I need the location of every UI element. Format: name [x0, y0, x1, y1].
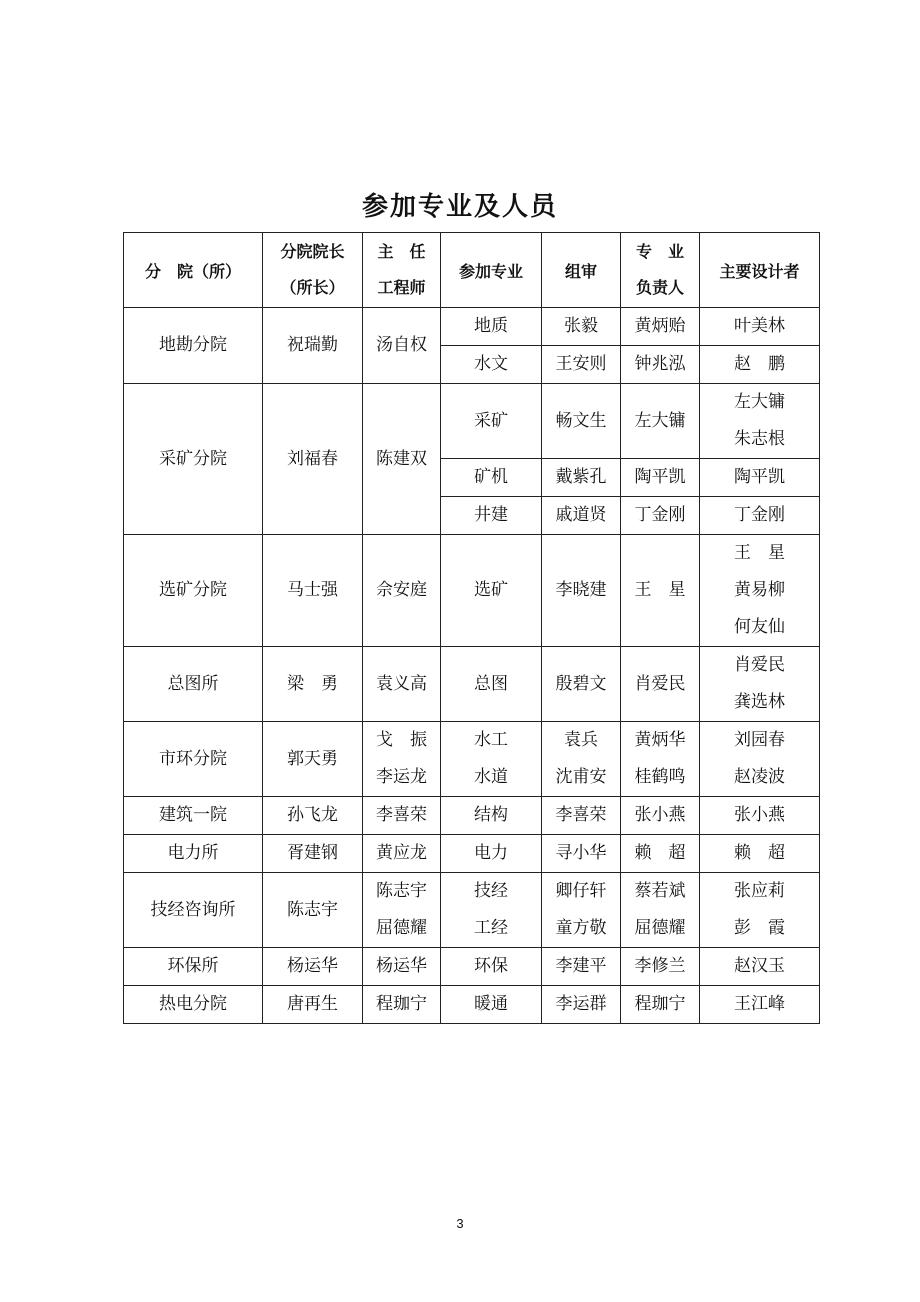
chief-engineer-cell-line: 李运龙	[376, 767, 427, 787]
designer-name: 丁金刚	[734, 505, 785, 525]
designers-cell	[700, 948, 820, 986]
review-cell	[542, 459, 621, 497]
director-cell	[263, 873, 363, 948]
division-cell	[124, 647, 263, 722]
division-cell-line: 市环分院	[159, 748, 227, 769]
designers-cell	[700, 535, 820, 647]
review-cell-line: 袁兵	[564, 730, 598, 750]
chief-engineer-cell	[363, 948, 441, 986]
review-cell-line: 王安则	[555, 354, 607, 374]
discipline-lead-cell-line: 李修兰	[634, 956, 686, 976]
director-cell	[263, 384, 363, 535]
discipline-cell-line: 工经	[474, 918, 508, 938]
chief-engineer-cell	[363, 986, 441, 1024]
review-cell-line: 童方敬	[555, 918, 607, 938]
chief-engineer-cell	[363, 722, 441, 797]
discipline-cell	[441, 647, 542, 722]
review-cell	[542, 986, 621, 1024]
table-row	[124, 535, 820, 647]
director-cell-line: 杨运华	[287, 956, 338, 976]
discipline-cell-line: 地质	[474, 316, 508, 336]
review-cell-line: 殷碧文	[555, 673, 607, 694]
review-cell-line: 李喜荣	[555, 805, 607, 825]
chief-engineer-cell	[363, 835, 441, 873]
designers-cell	[700, 873, 820, 948]
director-cell-line: 孙飞龙	[287, 805, 338, 825]
division-cell-line: 热电分院	[159, 994, 227, 1014]
division-cell	[124, 384, 263, 535]
review-cell-line: 寻小华	[555, 843, 607, 863]
table-row	[124, 308, 820, 346]
table-row	[124, 835, 820, 873]
discipline-lead-cell-line: 丁金刚	[634, 505, 686, 525]
designer-name: 陶平凯	[734, 467, 785, 487]
review-cell	[542, 535, 621, 647]
table-row	[124, 384, 820, 459]
director-cell-line: 胥建钢	[287, 843, 338, 863]
discipline-cell	[441, 873, 542, 948]
designers-cell	[700, 647, 820, 722]
review-cell	[542, 384, 621, 459]
discipline-lead-cell-line: 蔡若斌	[634, 881, 686, 901]
discipline-lead-cell	[621, 948, 700, 986]
discipline-lead-cell	[621, 986, 700, 1024]
discipline-lead-cell-line: 桂鹤鸣	[634, 767, 686, 787]
table-row	[124, 647, 820, 722]
discipline-cell-line: 水工	[474, 730, 508, 750]
review-cell-line: 卿仔轩	[555, 881, 607, 901]
designers-cell	[700, 835, 820, 873]
header-discipline-lead: 专 业 负责人	[621, 233, 700, 308]
table-row	[124, 873, 820, 948]
discipline-lead-cell-line: 黄炳华	[634, 730, 686, 750]
director-cell	[263, 948, 363, 986]
discipline-cell-line: 井建	[474, 505, 508, 525]
chief-engineer-cell-line: 程珈宁	[376, 994, 427, 1014]
chief-engineer-cell-line: 汤自权	[376, 335, 427, 355]
division-cell-line: 地勘分院	[159, 335, 227, 355]
discipline-cell-line: 结构	[474, 805, 508, 825]
review-cell	[542, 797, 621, 835]
review-cell	[542, 835, 621, 873]
discipline-lead-cell-line: 赖 超	[634, 843, 686, 863]
review-cell-line: 沈甫安	[555, 767, 607, 787]
review-cell-line: 李晓建	[555, 580, 607, 600]
header-review: 组审	[542, 233, 621, 308]
table-row	[124, 948, 820, 986]
designers-cell	[700, 497, 820, 535]
discipline-lead-cell-line: 屈德耀	[634, 918, 686, 938]
designers-cell	[700, 797, 820, 835]
discipline-cell-line: 环保	[474, 956, 508, 976]
review-cell	[542, 722, 621, 797]
director-cell	[263, 797, 363, 835]
header-division: 分 院（所）	[124, 233, 263, 308]
designer-name: 肖爱民	[734, 655, 785, 675]
discipline-lead-cell-line: 陶平凯	[634, 467, 686, 487]
review-cell-line: 李运群	[555, 994, 607, 1014]
director-cell-line: 梁 勇	[287, 673, 338, 694]
designers-cell	[700, 459, 820, 497]
discipline-cell	[441, 384, 542, 459]
discipline-cell-line: 水文	[474, 354, 508, 374]
table-row	[124, 986, 820, 1024]
page-title: 参加专业及人员	[361, 192, 558, 222]
designer-name: 黄易柳	[734, 580, 785, 600]
chief-engineer-cell	[363, 384, 441, 535]
division-cell	[124, 797, 263, 835]
designer-name: 赵汉玉	[734, 956, 785, 976]
designer-name: 朱志根	[734, 429, 785, 449]
chief-engineer-cell-line: 李喜荣	[376, 805, 427, 825]
table-body	[124, 308, 820, 1024]
discipline-lead-cell	[621, 722, 700, 797]
division-cell-line: 环保所	[167, 956, 219, 976]
discipline-cell-line: 暖通	[474, 994, 508, 1014]
chief-engineer-cell-line: 戈 振	[376, 730, 427, 750]
discipline-lead-cell-line: 钟兆泓	[634, 354, 686, 374]
discipline-cell-line: 总图	[474, 673, 508, 694]
table-row	[124, 797, 820, 835]
discipline-cell	[441, 722, 542, 797]
designer-name: 刘园春	[734, 730, 785, 750]
discipline-lead-cell-line: 黄炳贻	[634, 316, 686, 336]
header-row	[124, 233, 820, 308]
discipline-cell-line: 矿机	[474, 467, 508, 487]
designer-name: 叶美林	[734, 316, 785, 336]
discipline-lead-cell-line: 肖爱民	[634, 673, 686, 694]
designer-name: 何友仙	[734, 617, 785, 637]
table-row	[124, 722, 820, 797]
header-designers: 主要设计者	[700, 233, 820, 308]
designer-name: 王江峰	[734, 994, 785, 1014]
designer-name: 张小燕	[734, 805, 785, 825]
discipline-cell-line: 电力	[474, 843, 508, 863]
designers-cell	[700, 986, 820, 1024]
review-cell-line: 张毅	[564, 316, 598, 336]
director-cell-line: 陈志宇	[287, 899, 338, 920]
review-cell	[542, 346, 621, 384]
discipline-lead-cell-line: 程珈宁	[634, 994, 686, 1014]
discipline-lead-cell-line: 左大镛	[634, 410, 686, 431]
discipline-lead-cell-line: 张小燕	[634, 805, 686, 825]
director-cell-line: 马士强	[287, 580, 338, 600]
chief-engineer-cell-line: 佘安庭	[376, 580, 427, 600]
designer-name: 赵 鹏	[734, 354, 785, 374]
chief-engineer-cell-line: 屈德耀	[376, 918, 427, 938]
division-cell	[124, 835, 263, 873]
division-cell	[124, 535, 263, 647]
discipline-cell	[441, 535, 542, 647]
discipline-lead-cell	[621, 346, 700, 384]
chief-engineer-cell	[363, 873, 441, 948]
chief-engineer-cell-line: 黄应龙	[376, 843, 427, 863]
chief-engineer-cell	[363, 647, 441, 722]
division-cell	[124, 722, 263, 797]
division-cell	[124, 308, 263, 384]
division-cell-line: 总图所	[167, 673, 219, 694]
discipline-lead-cell	[621, 835, 700, 873]
review-cell-line: 畅文生	[555, 410, 607, 431]
director-cell	[263, 308, 363, 384]
review-cell	[542, 647, 621, 722]
discipline-cell	[441, 835, 542, 873]
discipline-cell-line: 采矿	[474, 410, 508, 431]
designer-name: 赖 超	[734, 843, 785, 863]
discipline-lead-cell	[621, 459, 700, 497]
division-cell-line: 采矿分院	[159, 448, 227, 469]
discipline-cell	[441, 459, 542, 497]
designers-cell	[700, 384, 820, 459]
designer-name: 王 星	[734, 543, 785, 563]
director-cell	[263, 986, 363, 1024]
review-cell	[542, 948, 621, 986]
discipline-lead-cell	[621, 535, 700, 647]
discipline-cell-line: 选矿	[474, 580, 508, 600]
staff-table	[123, 232, 820, 1024]
discipline-lead-cell-line: 王 星	[634, 580, 686, 600]
page-number: 3	[456, 1216, 464, 1231]
discipline-lead-cell	[621, 497, 700, 535]
director-cell-line: 唐再生	[287, 994, 338, 1014]
header-discipline: 参加专业	[441, 233, 542, 308]
review-cell	[542, 308, 621, 346]
designer-name: 左大镛	[734, 392, 785, 412]
designer-name: 龚选林	[734, 692, 785, 712]
review-cell	[542, 497, 621, 535]
director-cell-line: 刘福春	[287, 448, 338, 469]
director-cell	[263, 535, 363, 647]
division-cell-line: 电力所	[167, 843, 219, 863]
review-cell-line: 戴紫孔	[555, 467, 607, 487]
header-chief-engineer: 主 任 工程师	[363, 233, 441, 308]
discipline-lead-cell	[621, 797, 700, 835]
designers-cell	[700, 346, 820, 384]
chief-engineer-cell-line: 陈建双	[376, 448, 427, 469]
discipline-lead-cell	[621, 873, 700, 948]
division-cell-line: 建筑一院	[159, 805, 227, 825]
director-cell	[263, 722, 363, 797]
designer-name: 彭 霞	[734, 918, 785, 938]
division-cell	[124, 986, 263, 1024]
review-cell-line: 戚道贤	[555, 505, 607, 525]
designers-cell	[700, 722, 820, 797]
chief-engineer-cell-line: 袁义高	[376, 673, 427, 694]
designer-name: 张应莉	[734, 881, 785, 901]
division-cell-line: 技经咨询所	[150, 899, 236, 920]
discipline-lead-cell	[621, 647, 700, 722]
chief-engineer-cell	[363, 308, 441, 384]
chief-engineer-cell-line: 杨运华	[376, 956, 427, 976]
chief-engineer-cell	[363, 797, 441, 835]
chief-engineer-cell	[363, 535, 441, 647]
discipline-cell	[441, 346, 542, 384]
director-cell-line: 祝瑞勤	[287, 335, 338, 355]
header-director: 分院院长 （所长）	[263, 233, 363, 308]
review-cell-line: 李建平	[555, 956, 607, 976]
discipline-cell	[441, 986, 542, 1024]
review-cell	[542, 873, 621, 948]
discipline-cell-line: 水道	[474, 767, 508, 787]
director-cell	[263, 835, 363, 873]
discipline-lead-cell	[621, 308, 700, 346]
discipline-cell	[441, 948, 542, 986]
discipline-lead-cell	[621, 384, 700, 459]
division-cell-line: 选矿分院	[159, 580, 227, 600]
discipline-cell-line: 技经	[474, 881, 508, 901]
chief-engineer-cell-line: 陈志宇	[376, 881, 427, 901]
designer-name: 赵凌波	[734, 767, 785, 787]
discipline-cell	[441, 497, 542, 535]
director-cell-line: 郭天勇	[287, 748, 338, 769]
discipline-cell	[441, 797, 542, 835]
discipline-cell	[441, 308, 542, 346]
division-cell	[124, 948, 263, 986]
division-cell	[124, 873, 263, 948]
designers-cell	[700, 308, 820, 346]
director-cell	[263, 647, 363, 722]
